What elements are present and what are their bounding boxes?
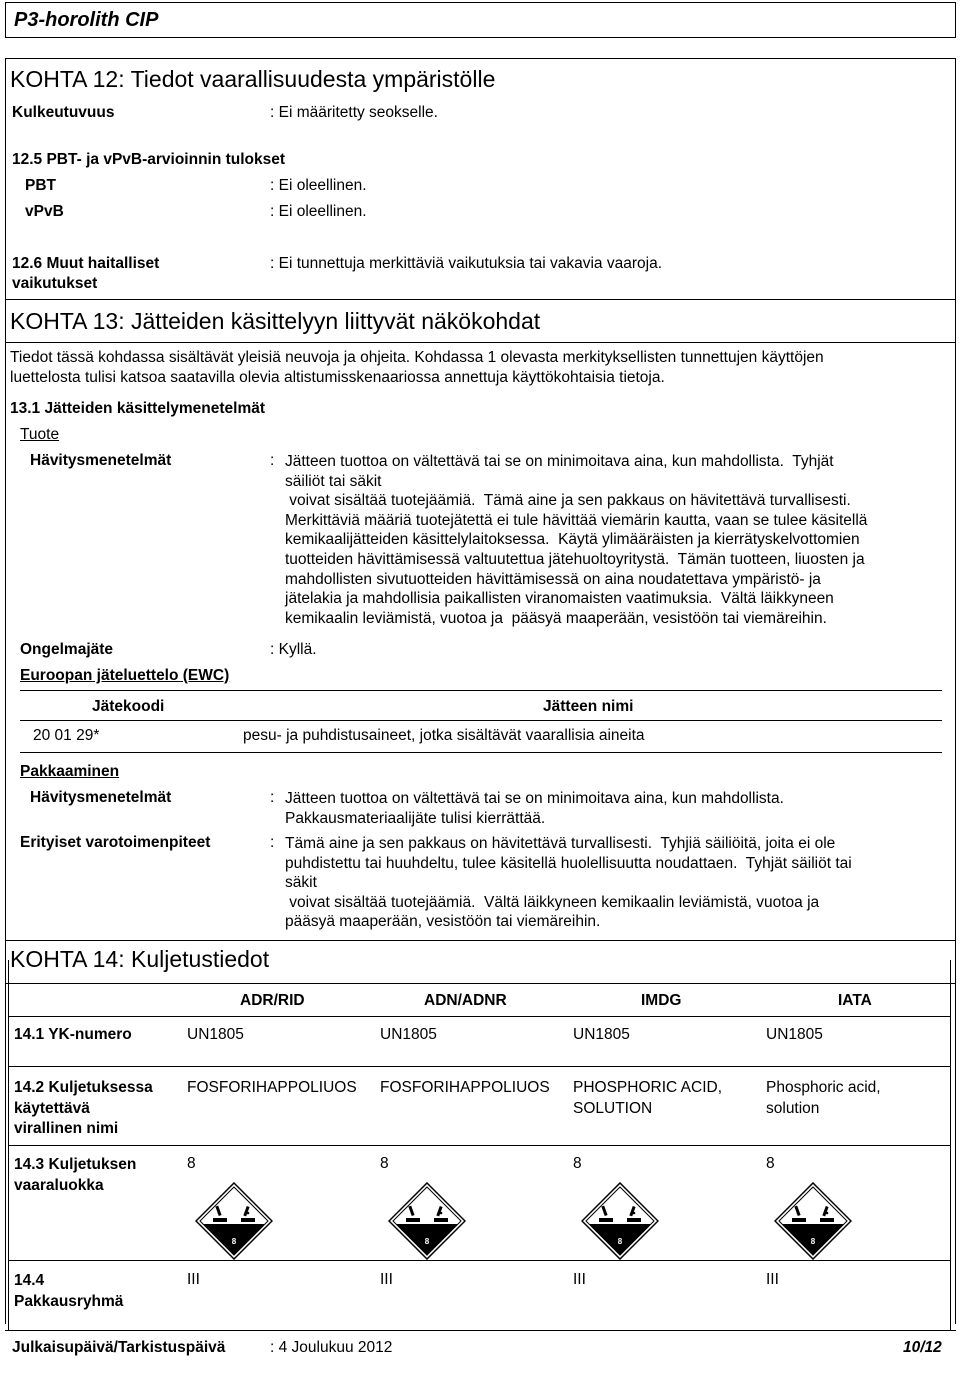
shipping-name-iata xyxy=(766,1078,881,1119)
precautions-line: Tämä aine ja sen pakkaus on hävitettävä turvallisesti. Tyhjiä säiliöitä, joita ei ole xyxy=(285,835,836,852)
footer-rule xyxy=(5,1330,956,1331)
disposal-text xyxy=(285,452,867,628)
col-adn-adnr: ADN/ADNR xyxy=(424,992,507,1009)
footer-date-label: Julkaisupäivä/Tarkistuspäivä xyxy=(12,1339,226,1356)
ewc-table-header-rule xyxy=(20,720,942,721)
col-imdg: IMDG xyxy=(641,992,682,1009)
class-imdg: 8 xyxy=(573,1155,582,1172)
group-adn: III xyxy=(380,1271,393,1288)
disposal-line: säiliöt tai säkit xyxy=(285,472,382,490)
hazard-class-label-line: 14.3 Kuljetuksen xyxy=(14,1156,137,1173)
shipping-name-line: PHOSPHORIC ACID, xyxy=(573,1079,722,1096)
col-iata: IATA xyxy=(838,992,872,1009)
section-14-top-rule xyxy=(5,940,956,941)
disposal-line: Jätteen tuottoa on vältettävä tai se on minimoitava aina, kun mahdollista. Tyhjät xyxy=(285,453,834,470)
packaging-disposal-line: Jätteen tuottoa on vältettävä tai se on minimoitava aina, kun mahdollista. xyxy=(285,790,784,807)
col-adr-rid: ADR/RID xyxy=(240,992,305,1009)
other-effects-label-2: vaikutukset xyxy=(12,275,98,292)
shipping-name-line: FOSFORIHAPPOLIUOS xyxy=(380,1079,550,1096)
un-adr: UN1805 xyxy=(187,1026,244,1043)
name-row-rule xyxy=(8,1145,950,1146)
waste-methods-heading: 13.1 Jätteiden käsittelymenetelmät xyxy=(10,400,266,417)
ewc-heading: Euroopan jäteluettelo (EWC) xyxy=(20,667,230,684)
precautions-line: voivat sisältää tuotejäämiä. Vältä läikkyneen kemikaalin leviämistä, vuotoa ja xyxy=(285,893,820,911)
svg-text:8: 8 xyxy=(617,1237,623,1246)
ewc-col-code: Jätekoodi xyxy=(92,698,165,715)
shipping-name-label xyxy=(14,1078,153,1140)
shipping-name-line: SOLUTION xyxy=(573,1099,653,1117)
mobility-value: : Ei määritetty seokselle. xyxy=(270,104,438,121)
footer-date-value: : 4 Joulukuu 2012 xyxy=(270,1339,393,1356)
group-iata: III xyxy=(766,1271,779,1288)
disposal-line: jätelakia ja mahdollisia paikallisten viranomaisten vaatimuksia. Vältä läikkyneen xyxy=(285,590,834,608)
corrosive-pictogram-icon xyxy=(581,1182,659,1260)
product-heading: Tuote xyxy=(20,426,60,443)
special-precautions-colon: : xyxy=(270,834,275,851)
document-header xyxy=(5,2,956,38)
other-effects-value: : Ei tunnettuja merkittäviä vaikutuksia tai vakavia vaaroja. xyxy=(270,255,662,272)
disposal-colon: : xyxy=(270,452,275,469)
s13-intro-line-1: Tiedot tässä kohdassa sisältävät yleisiä neuvoja ja ohjeita. Kohdassa 1 olevasta merkityksellisten tunnettujen käyttöjen xyxy=(10,349,824,366)
section-14-bottom-rule xyxy=(5,983,956,984)
disposal-line: tuotteiden hävittämisessä valtuutettua jätehuoltoyritystä. Tämän tuotteen, liuosten ja xyxy=(285,550,865,568)
special-precautions-text xyxy=(285,834,852,932)
section-13-title: KOHTA 13: Jätteiden käsittelyyn liittyvät näkökohdat xyxy=(10,308,541,334)
mobility-label: Kulkeutuvuus xyxy=(12,104,115,121)
class-iata: 8 xyxy=(766,1155,775,1172)
un-number-label: 14.1 YK-numero xyxy=(14,1026,132,1043)
footer-page-number: 10/12 xyxy=(903,1339,942,1356)
hazard-class-label xyxy=(14,1155,136,1196)
un-imdg: UN1805 xyxy=(573,1026,630,1043)
pbt-label: PBT xyxy=(25,177,56,194)
ewc-code: 20 01 29* xyxy=(33,727,100,744)
pbt-value: : Ei oleellinen. xyxy=(270,177,367,194)
shipping-name-adr xyxy=(187,1078,357,1099)
shipping-name-label-line: virallinen nimi xyxy=(14,1120,119,1137)
vpvb-value: : Ei oleellinen. xyxy=(270,203,367,220)
un-adn: UN1805 xyxy=(380,1026,437,1043)
disposal-line: kemikaalin leviämistä, vuotoa ja pääsyä maaperään, vesistöön tai viemäreihin. xyxy=(285,609,827,627)
packaging-disposal-label: Hävitysmenetelmät xyxy=(30,789,172,806)
packaging-disposal-line: Pakkausmateriaalijäte tulisi kierrättää. xyxy=(285,809,546,827)
ewc-col-name: Jätteen nimi xyxy=(543,698,634,715)
hazard-class-label-line: vaaraluokka xyxy=(14,1176,104,1194)
shipping-name-line: solution xyxy=(766,1099,820,1117)
vpvb-label: vPvB xyxy=(25,203,64,220)
disposal-line: kemikaalijätteiden käsittelylaitoksessa. Käytä ylimääräisten ja kierrätyskelvottomien xyxy=(285,531,860,549)
disposal-line: voivat sisältää tuotejäämiä. Tämä aine ja sen pakkaus on hävitettävä turvallisesti. xyxy=(285,492,851,510)
transport-table-right-rule xyxy=(950,960,951,1330)
shipping-name-imdg xyxy=(573,1078,722,1119)
section-12-title: KOHTA 12: Tiedot vaarallisuudesta ympäristölle xyxy=(10,66,496,92)
pbt-heading: 12.5 PBT- ja vPvB-arvioinnin tulokset xyxy=(12,151,286,168)
un-iata: UN1805 xyxy=(766,1026,823,1043)
packaging-disposal-text xyxy=(285,789,784,828)
ewc-name: pesu- ja puhdistusaineet, jotka sisältävät vaarallisia aineita xyxy=(243,727,645,744)
svg-text:8: 8 xyxy=(424,1237,430,1246)
class-adr: 8 xyxy=(187,1155,196,1172)
packing-group-label-line: 14.4 xyxy=(14,1272,45,1289)
packaging-disposal-colon: : xyxy=(270,789,275,806)
packaging-heading: Pakkaaminen xyxy=(20,763,120,780)
precautions-line: pääsyä maaperään, vesistöön tai viemäreihin. xyxy=(285,913,601,931)
special-precautions-label: Erityiset varotoimenpiteet xyxy=(20,834,211,851)
packing-group-label xyxy=(14,1271,123,1312)
hazardous-waste-value: : Kyllä. xyxy=(270,641,317,658)
group-adr: III xyxy=(187,1271,200,1288)
product-title: P3-horolith CIP xyxy=(14,9,159,31)
ewc-table-bottom-rule xyxy=(20,752,942,753)
shipping-name-label-line: 14.2 Kuljetuksessa xyxy=(14,1079,153,1096)
class-row-rule xyxy=(8,1260,950,1261)
shipping-name-line: FOSFORIHAPPOLIUOS xyxy=(187,1079,357,1096)
packing-group-label-line: Pakkausryhmä xyxy=(14,1292,124,1310)
corrosive-pictogram-icon xyxy=(195,1182,273,1260)
hazardous-waste-label: Ongelmajäte xyxy=(20,641,114,658)
transport-header-rule xyxy=(8,1016,950,1017)
corrosive-pictogram-icon xyxy=(388,1182,466,1260)
un-row-rule xyxy=(8,1066,950,1067)
precautions-line: säkit xyxy=(285,874,317,892)
disposal-label: Hävitysmenetelmät xyxy=(30,452,172,469)
group-imdg: III xyxy=(573,1271,586,1288)
precautions-line: puhdistettu tai huuhdeltu, tulee käsitellä huolellisuutta noudattaen. Tyhjät säiliöt tai xyxy=(285,854,852,872)
other-effects-label-1: 12.6 Muut haitalliset xyxy=(12,255,160,272)
section-14-title: KOHTA 14: Kuljetustiedot xyxy=(10,946,270,972)
svg-text:8: 8 xyxy=(810,1237,816,1246)
shipping-name-adn xyxy=(380,1078,550,1099)
s13-intro-line-2: luettelosta tulisi katsoa saatavilla olevia altistumisskenaariossa annettuja käyttökohtaisia tietoja. xyxy=(10,369,665,386)
class-adn: 8 xyxy=(380,1155,389,1172)
shipping-name-label-line: käytettävä xyxy=(14,1099,90,1117)
shipping-name-line: Phosphoric acid, xyxy=(766,1079,881,1096)
svg-text:8: 8 xyxy=(231,1237,237,1246)
disposal-line: Merkittäviä määriä tuotejätettä ei tule hävittää viemärin kautta, vaan se tulee käsitellä xyxy=(285,511,868,529)
corrosive-pictogram-icon xyxy=(774,1182,852,1260)
disposal-line: mahdollisten sivutuotteiden hävittämisessä on aina noudatettava ympäristö- ja xyxy=(285,570,821,588)
ewc-table-top-rule xyxy=(20,690,942,691)
